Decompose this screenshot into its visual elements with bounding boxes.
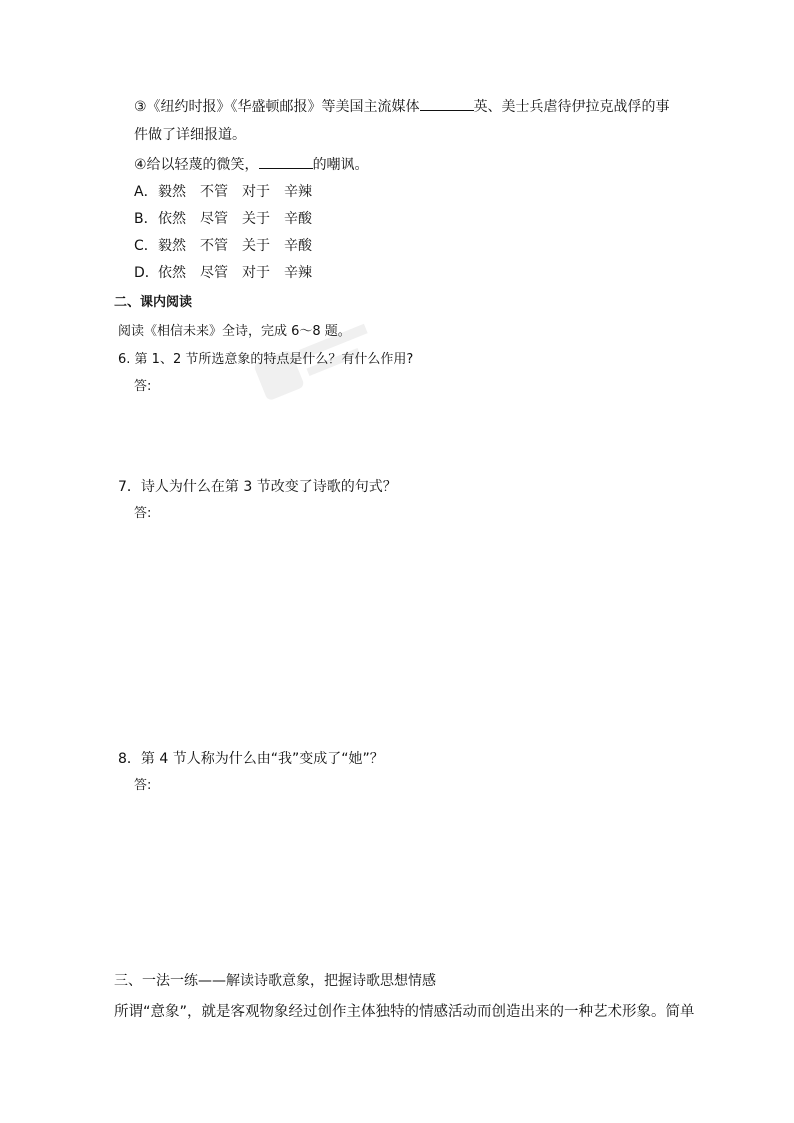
- question-6: 6. 第 1、2 节所选意象的特点是什么？有什么作用?: [118, 352, 414, 367]
- item-3-text: ③《纽约时报》《华盛顿邮报》等美国主流媒体: [134, 99, 420, 115]
- blank-1[interactable]: [420, 96, 474, 111]
- option-word: 关于: [242, 238, 270, 254]
- option-letter: A．: [134, 184, 158, 200]
- section-3-paragraph: 所谓“意象”，就是客观物象经过创作主体独特的情感活动而创造出来的一种艺术形象。简单: [114, 1004, 695, 1020]
- option-letter: B．: [134, 211, 158, 227]
- item-4-line: [134, 154, 369, 175]
- option-a[interactable]: [134, 182, 312, 202]
- option-b[interactable]: [134, 209, 312, 229]
- blank-2[interactable]: [259, 154, 313, 169]
- item-4-text-after: 的嘲讽。: [312, 157, 369, 173]
- option-word: 依然: [158, 265, 186, 281]
- option-word: 关于: [242, 211, 270, 227]
- item-3-text-after: 英、美士兵虐待伊拉克战俘的事: [473, 99, 670, 115]
- answer-7-label[interactable]: 答:: [134, 506, 152, 521]
- option-word: 辛辣: [284, 265, 312, 281]
- option-word: 辛辣: [284, 184, 312, 200]
- option-word: 不管: [200, 238, 228, 254]
- option-letter: C．: [134, 238, 158, 254]
- option-word: 尽管: [200, 211, 228, 227]
- section-2-intro: 阅读《相信未来》全诗，完成 6～8 题。: [118, 324, 351, 339]
- question-8: 8．第 4 节人称为什么由“我”变成了“她”？: [118, 751, 384, 767]
- option-word: 毅然: [158, 238, 186, 254]
- item-3-continuation: 件做了详细报道。: [134, 127, 246, 143]
- option-word: 尽管: [200, 265, 228, 281]
- option-letter: D．: [134, 265, 159, 281]
- option-word: 对于: [242, 184, 270, 200]
- item-4-text: ④给以轻蔑的微笑，: [134, 157, 259, 173]
- item-3-line: [134, 96, 670, 117]
- option-word: 依然: [158, 211, 186, 227]
- option-word: 毅然: [158, 184, 186, 200]
- question-7: 7．诗人为什么在第 3 节改变了诗歌的句式？: [118, 479, 397, 495]
- answer-8-label[interactable]: 答:: [134, 778, 152, 793]
- option-word: 不管: [200, 184, 228, 200]
- section-2-heading: 二、课内阅读: [114, 295, 193, 310]
- section-3-heading: 三、一法一练——解读诗歌意象，把握诗歌思想情感: [114, 973, 436, 989]
- option-word: 辛酸: [284, 238, 312, 254]
- option-d[interactable]: [134, 263, 312, 283]
- option-word: 辛酸: [284, 211, 312, 227]
- option-word: 对于: [242, 265, 270, 281]
- option-c[interactable]: [134, 236, 312, 256]
- answer-6-label[interactable]: 答:: [134, 379, 152, 394]
